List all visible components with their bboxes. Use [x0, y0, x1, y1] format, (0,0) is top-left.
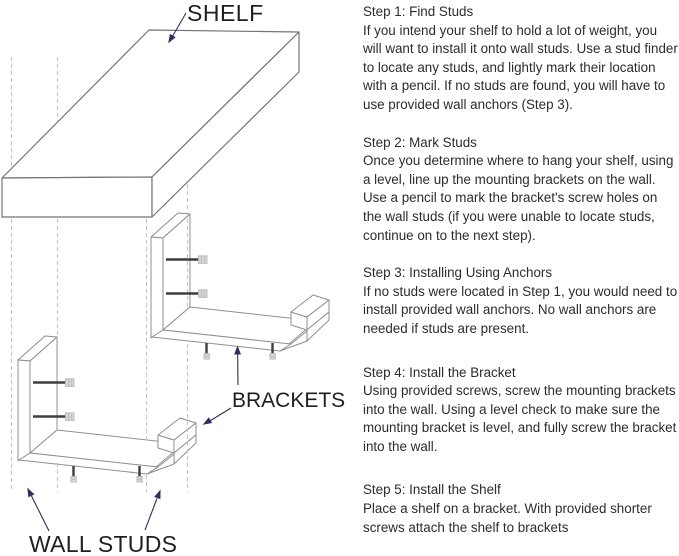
step-1-body: If you intend your shelf to hold a lot of weight, you will want to install it onto wall studs. Use a stud finder to locate any studs, and lightly mark their location with a pencil. If no studs are found, you will have to use provided wall anchors (Step 3). — [363, 22, 678, 112]
step-4 — [363, 364, 679, 457]
step-3-body: If no studs were located in Step 1, you would need to install provided wall anchors. No wall anchors are needed if studs are present. — [363, 283, 678, 336]
shelf-drawing — [2, 30, 299, 217]
brackets-label: BRACKETS — [232, 389, 346, 412]
shelf-screw-icon — [204, 343, 209, 359]
wall-studs-arrow-left — [28, 489, 49, 531]
step-1-title: Step 1: Find Studs — [363, 4, 474, 19]
shelf-label: SHELF — [187, 0, 264, 26]
bracket-upper — [151, 213, 329, 351]
step-3 — [363, 264, 679, 338]
step-3-title: Step 3: Installing Using Anchors — [363, 265, 553, 281]
instructions-column — [363, 3, 679, 556]
step-4-body: Using provided screws, screw the mounting brackets into the wall. Using a level check to make sure the mounting bracket is level, and fully screw the bracket into the wall. — [363, 383, 677, 454]
brackets-arrow-up — [235, 347, 240, 385]
wall-studs-label: WALL STUDS — [29, 531, 178, 556]
step-5 — [363, 481, 679, 537]
step-5-body: Place a shelf on a bracket. With provided shorter screws attach the shelf to brackets — [363, 501, 652, 535]
brackets-arrow-diagonal — [204, 408, 231, 424]
shelf-front-face — [2, 177, 152, 217]
wall-studs-arrow-right — [145, 491, 160, 530]
bracket-lower — [18, 336, 196, 474]
step-5-title: Step 5: Install the Shelf — [363, 482, 501, 498]
step-2-body: Once you determine where to hang your shelf, using a level, line up the mounting brackets on the wall. Use a pencil to mark the bracket's screw holes on the wall studs (if you were unable to locate studs, continue on to the next step). — [363, 153, 674, 243]
step-4-title: Step 4: Install the Bracket — [363, 364, 516, 380]
step-2-title: Step 2: Mark Studs — [363, 134, 477, 150]
bracket-plate-edge — [151, 237, 163, 338]
step-2 — [363, 134, 679, 246]
step-1 — [363, 3, 679, 115]
